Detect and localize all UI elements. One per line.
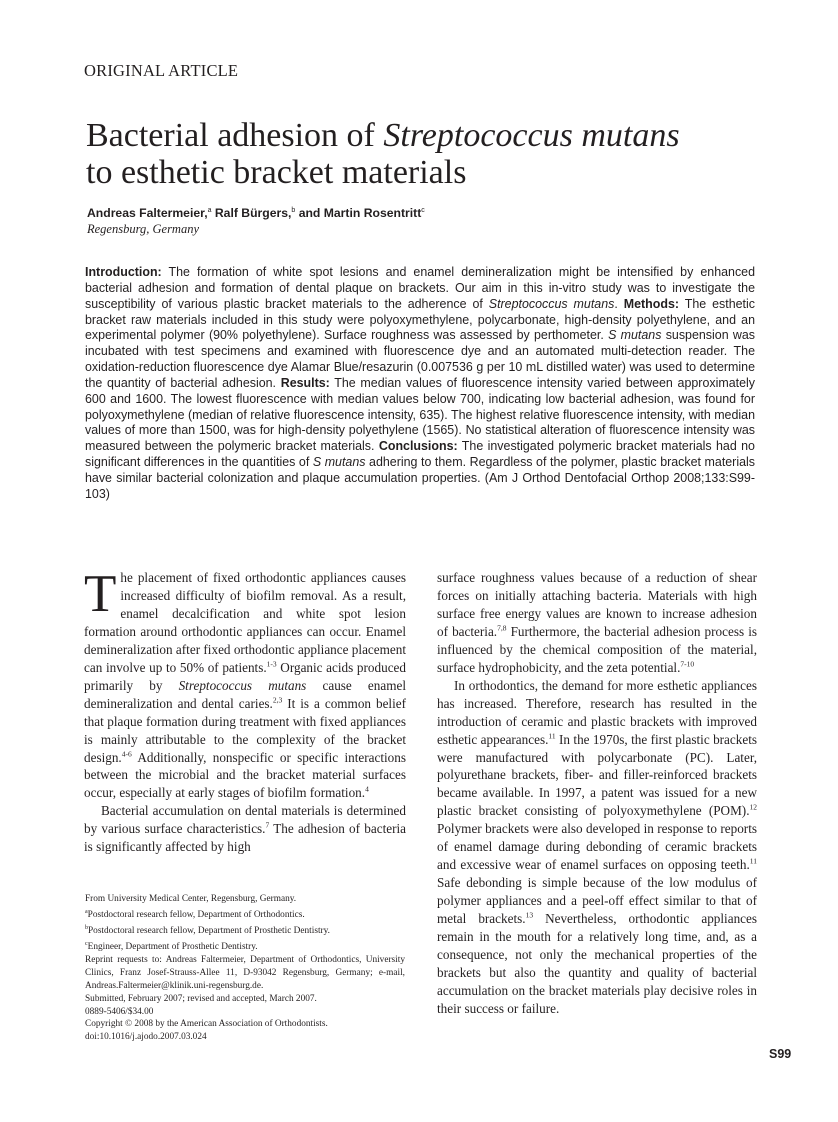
italic-term: Streptococcus mutans xyxy=(178,677,307,693)
reference-superscript: 11 xyxy=(749,856,757,866)
body-paragraph xyxy=(84,565,407,802)
text-run: suspension was incubated with test specimens and examined with fluorescence dye and an automated multi-detection reader. The oxidation-reduction fluorescence dye Alamar Blue/resazurin (0.007536 g per 10 mL distilled water) was used to determine the quantity of bacterial adhesion. xyxy=(85,328,755,390)
footnote xyxy=(85,1031,405,1044)
author-affiliation-mark: c xyxy=(421,206,425,214)
drop-cap: T xyxy=(84,565,117,623)
footnote xyxy=(85,954,405,993)
reference-superscript: 7-10 xyxy=(680,659,695,669)
reference-superscript: 7,8 xyxy=(497,623,507,633)
text-run: Copyright © 2008 by the American Association of Orthodontists. xyxy=(85,1019,328,1030)
footnote xyxy=(85,938,405,954)
section-label: Introduction: xyxy=(85,265,162,279)
article-title xyxy=(86,117,786,191)
text-run: Furthermore, the bacterial adhesion process is influenced by the chemical composition of the material, surface hydrophobicity, and the zeta potential. xyxy=(437,623,757,675)
title-species: Streptococcus mutans xyxy=(383,117,680,154)
text-run: 0889-5406/$34.00 xyxy=(85,1006,154,1017)
abstract xyxy=(85,265,755,503)
body-paragraph xyxy=(84,802,406,856)
reference-superscript: c xyxy=(85,940,88,947)
reference-superscript: 4-6 xyxy=(121,749,132,759)
article-type-label: ORIGINAL ARTICLE xyxy=(84,61,239,80)
italic-term: S mutans xyxy=(608,328,662,343)
text-run: From University Medical Center, Regensburg, Germany. xyxy=(85,894,297,904)
footnote xyxy=(85,893,405,906)
author-affiliation-mark: b xyxy=(291,206,296,214)
text-run: Organic acids produced primarily by xyxy=(84,659,406,693)
reference-superscript: 7 xyxy=(265,820,270,830)
italic-term: Streptococcus mutans xyxy=(488,296,615,311)
text-run: The investigated polymeric bracket materials had no significant differences in the quantities of xyxy=(85,439,755,470)
text-run: Reprint requests to: Andreas Faltermeier, Department of Orthodontics, University Clinics, Franz Josef-Strauss-Allee 11, D-93042 Regensburg, Germany; e-mail, Andreas.Faltermeier@klinik.uni-regensburg.de. xyxy=(85,954,405,991)
text-run: . xyxy=(614,296,624,311)
text-run: Nevertheless, orthodontic appliances remain in the mouth for a relatively long time, and, as a consequence, not only the mechanical properties of the brackets but also the quantity and quality of bacterial accumulation on the bracket materials play decisive roles in their success or failure. xyxy=(437,911,758,1016)
text-run: The adhesion of bacteria is significantly affected by high xyxy=(84,821,406,855)
text-run: In orthodontics, the demand for more esthetic appliances has increased. Therefore, research has resulted in the introduction of ceramic and plastic brackets with improved esthetic appearances. xyxy=(437,677,757,747)
italic-term: S mutans xyxy=(312,455,366,470)
footnote xyxy=(85,993,405,1006)
author-location: Regensburg, Germany xyxy=(87,222,200,236)
footnote xyxy=(85,1006,405,1019)
section-label: Conclusions: xyxy=(378,439,458,454)
footnote xyxy=(85,922,405,938)
author-name: Andreas Faltermeier, xyxy=(87,206,208,220)
text-run: adhering to them. Regardless of the polymer, plastic bracket materials have similar bacterial colonization and plaque accumulation properties. (Am J Orthod Dentofacial Orthop 2008;133:S99-103) xyxy=(85,455,755,501)
reference-superscript: 1-3 xyxy=(266,659,277,669)
section-label: Results: xyxy=(280,375,330,390)
text-run: It is a common belief that plaque formation during treatment with fixed appliances is mainly attributable to the complexity of the bracket design. xyxy=(84,695,407,765)
text-run: Engineer, Department of Prosthetic Dentistry. xyxy=(87,942,258,952)
section-label: Methods: xyxy=(623,296,680,311)
body-paragraph xyxy=(437,569,757,677)
text-run: Postdoctoral research fellow, Department of Orthodontics. xyxy=(87,910,305,920)
reference-superscript: 4 xyxy=(365,785,369,795)
footnote xyxy=(85,1018,405,1031)
text-run: he placement of fixed orthodontic appliances causes increased difficulty of biofilm removal. As a result, enamel decalcification and white spot lesion formation around orthodontic appliances can occur. Enamel demineralization after fixed orthodontic appliance placement can involve up to 50% of patients. xyxy=(84,570,406,675)
author-affiliation-mark: a xyxy=(207,206,212,214)
page-number: S99 xyxy=(769,1047,792,1061)
author-list xyxy=(87,206,425,220)
text-run: Polymer brackets were also developed in response to reports of enamel damage during debonding of ceramic brackets and excessive wear of enamel surfaces on opposing teeth. xyxy=(437,821,757,873)
body-column-left xyxy=(84,565,407,856)
text-run: doi:10.1016/j.ajodo.2007.03.024 xyxy=(85,1032,207,1043)
reference-superscript: a xyxy=(85,908,88,915)
footnote xyxy=(85,906,405,922)
text-run: The formation of white spot lesions and enamel demineralization might be intensified by enhanced bacterial adhesion and formation of dental plaque on brackets. Our aim in this in-vitro study was to investigate the susceptibility of various plastic bracket materials to the adherence of xyxy=(85,265,755,311)
reference-superscript: 13 xyxy=(525,910,534,920)
text-run: Postdoctoral research fellow, Department of Prosthetic Dentistry. xyxy=(88,926,330,936)
text-run: surface roughness values because of a reduction of shear forces on initially attaching bacteria. Materials with high surface free energy values are known to increase adhesion of bacteria. xyxy=(437,570,757,639)
reference-superscript: 12 xyxy=(749,803,757,812)
title-text: Bacterial adhesion of xyxy=(86,117,384,154)
body-column-right xyxy=(437,569,757,1018)
reference-superscript: b xyxy=(85,924,88,931)
reference-superscript: 2,3 xyxy=(272,695,283,705)
author-name: Ralf Bürgers, xyxy=(211,206,292,220)
text-run: Submitted, February 2007; revised and accepted, March 2007. xyxy=(85,993,317,1004)
body-paragraph xyxy=(437,677,757,1018)
footnotes xyxy=(85,893,405,1044)
text-run: Additionally, nonspecific or specific interactions between the microbial and the bracket material surfaces occur, especially at early stages of biofilm formation. xyxy=(84,749,406,801)
text-run: Bacterial accumulation on dental materials is determined by various surface characteristics. xyxy=(84,803,406,837)
reference-superscript: 11 xyxy=(548,731,556,741)
text-run: The esthetic bracket raw materials included in this study were polyoxymethylene, polycarbonate, high-density polyethylene, and an experimental polymer (90% polyethylene). Surface roughness was assessed by perthometer. xyxy=(85,296,755,343)
text-run: cause enamel demineralization and dental caries. xyxy=(84,677,406,711)
text-run: Safe debonding is simple because of the low modulus of polymer appliances and a peel-off effect similar to that of metal brackets. xyxy=(437,875,757,927)
text-run: The median values of fluorescence intensity varied between approximately 600 and 1600. The lowest fluorescence with median values below 700, indicating low bacterial adhesion, was found for polyoxymethylene (median of relative fluorescence intensity, 635). The highest relative fluorescence intensity, with median values of more than 1500, was for high-density polyethylene (1565). No statistical alteration of fluorescence intensity was measured between the polymeric bracket materials. xyxy=(85,375,755,454)
title-text-line2: to esthetic bracket materials xyxy=(86,154,467,191)
author-name: and Martin Rosentritt xyxy=(295,206,422,220)
text-run: In the 1970s, the first plastic brackets were manufactured with polycarbonate (PC). Later, polyurethane brackets, fiber- and filler-reinforced brackets became available. In 1997, a patent was issued for a new plastic bracket consisting of polyoxymethylene (POM). xyxy=(437,731,758,819)
